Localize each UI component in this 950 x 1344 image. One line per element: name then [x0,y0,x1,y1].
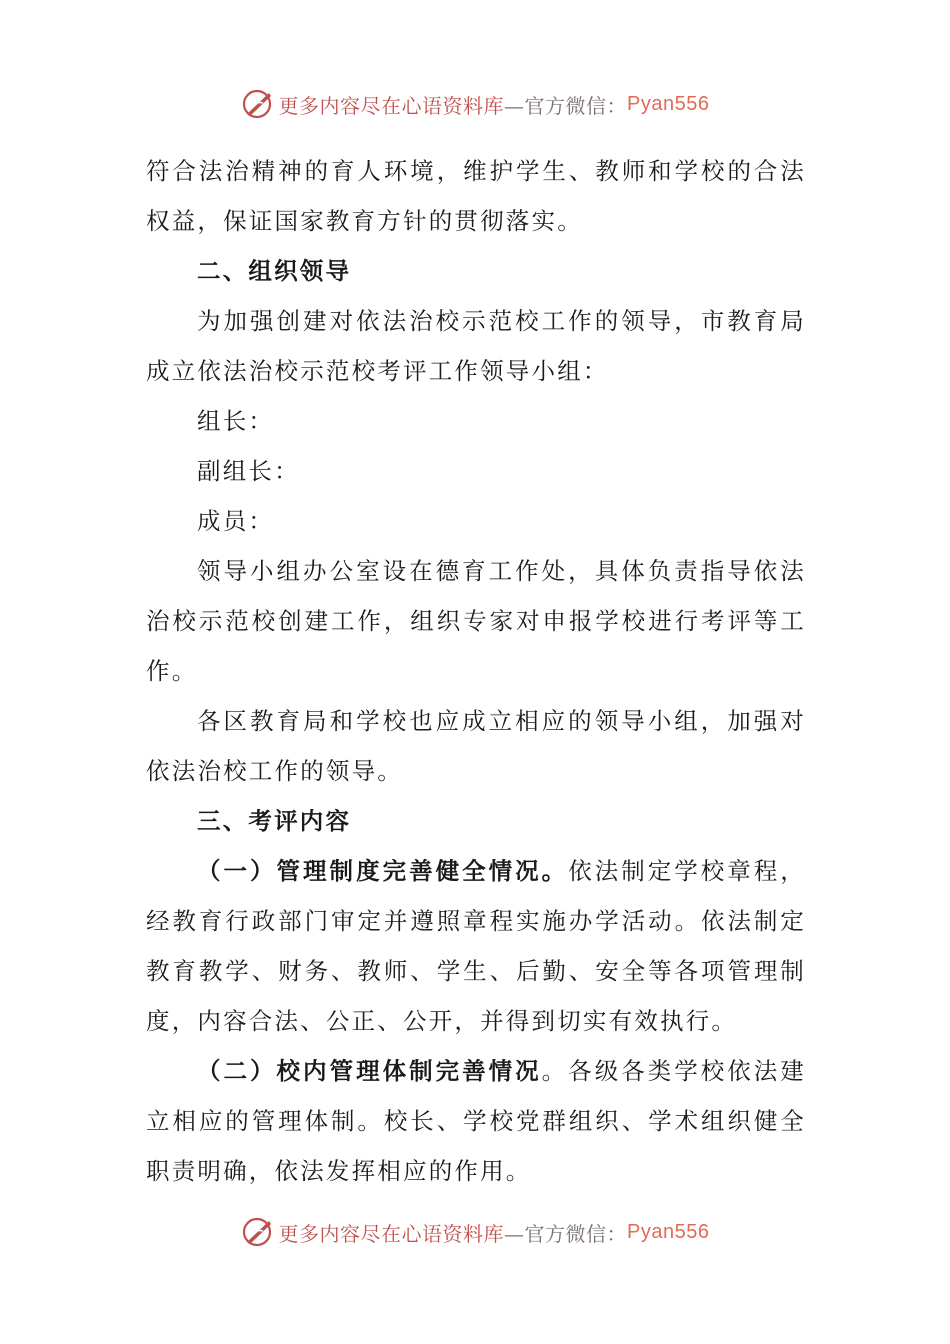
paragraph: 为加强创建对依法治校示范校工作的领导，市教育局成立依法治校示范校考评工作领导小组： [146,307,806,385]
paragraph-lead: （二）校内管理体制完善情况 [197,1057,542,1085]
paragraph: 组长： [197,407,275,435]
pen-logo-icon [241,87,275,121]
watermark-main-text: 更多内容尽在心语资料库 [278,1221,505,1246]
document-body [146,146,806,1196]
paragraph [146,1046,806,1196]
watermark-header [0,84,950,124]
paragraph: 符合法治精神的育人环境，维护学生、教师和学校的合法权益，保证国家教育方针的贯彻落实。 [146,157,806,235]
section-heading: 二、组织领导 [197,257,352,285]
watermark-sub-text: —官方微信： [504,1221,628,1246]
paragraph: 副组长： [197,457,300,485]
pen-logo-icon [241,1215,275,1249]
watermark-wechat-id: Pyan556 [627,92,710,115]
paragraph: 领导小组办公室设在德育工作处，具体负责指导依法治校示范校创建工作，组织专家对申报学校进行考评等工作。 [146,557,806,685]
section-heading: 三、考评内容 [197,807,352,835]
watermark-footer [0,1212,950,1252]
paragraph: 各区教育局和学校也应成立相应的领导小组，加强对依法治校工作的领导。 [146,707,806,785]
paragraph [146,846,806,1046]
paragraph-text: 依法制定学校章程，经教育行政部门审定并遵照章程实施办学活动。依法制定教育教学、财务、教师、学生、后勤、安全等各项管理制度，内容合法、公正、公开，并得到切实有效执行。 [146,857,806,1035]
paragraph-lead: （一）管理制度完善健全情况。 [197,857,569,885]
paragraph: 成员： [197,507,275,535]
paragraph-text: 。各级各类学校依法建立相应的管理体制。校长、学校党群组织、学术组织健全职责明确，依法发挥相应的作用。 [146,1057,806,1185]
watermark-wechat-id: Pyan556 [627,1220,710,1243]
watermark-main-text: 更多内容尽在心语资料库 [278,93,505,118]
watermark-sub-text: —官方微信： [504,93,628,118]
